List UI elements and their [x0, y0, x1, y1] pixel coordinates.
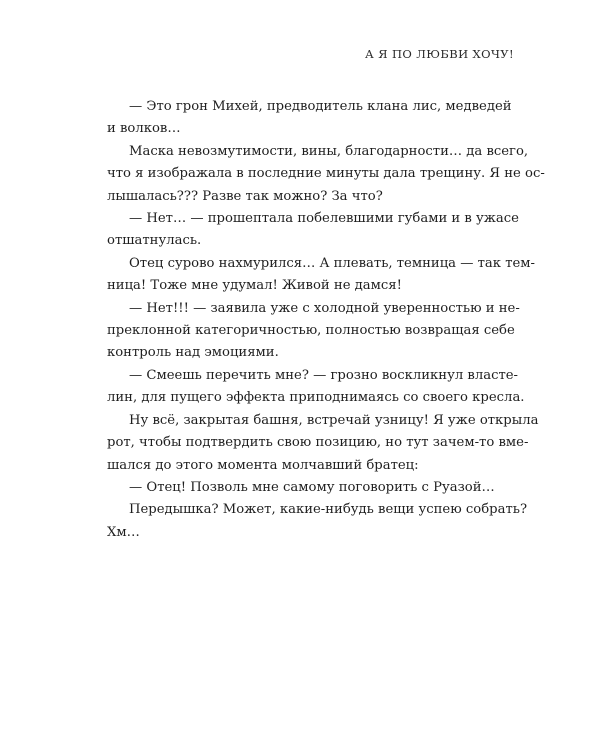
paragraph [107, 141, 545, 208]
text-line: и волков… [107, 121, 181, 137]
paragraph [107, 208, 519, 253]
text-line: — Нет… — прошептала побелевшими губами и в ужасе [129, 211, 519, 227]
paragraph [107, 410, 539, 477]
text-line: Маска невозмутимости, вины, благодарности… да всего, [129, 143, 529, 159]
text-line: преклонной категоричностью, полностью возвращая себе [107, 323, 515, 339]
text-line: Хм… [107, 524, 140, 540]
paragraph [107, 365, 525, 410]
text-line: контроль над эмоциями. [107, 345, 279, 361]
text-line: — Это грон Михей, предводитель клана лис, медведей [129, 99, 512, 114]
text-line: — Смеешь перечить мне? — грозно воскликнул власте- [129, 367, 519, 383]
text-line: Ну всё, закрытая башня, встречай узницу! Я уже открыла [129, 412, 539, 428]
text-line: Передышка? Может, какие-нибудь вещи успею собрать? [129, 502, 528, 518]
text-line: — Отец! Позволь мне самому поговорить с Руазой… [129, 479, 495, 495]
text-line: ница! Тоже мне удумал! Живой не дамся! [107, 278, 402, 294]
text-line: — Нет!!! — заявила уже с холодной уверенностью и не- [129, 300, 520, 316]
text-line: лин, для пущего эффекта приподнимаясь со своего кресла. [107, 390, 525, 406]
text-line: Отец сурово нахмурился… А плевать, темница — так тем- [129, 255, 536, 271]
paragraph [107, 253, 536, 298]
paragraph [107, 477, 495, 499]
text-line: шался до этого момента молчавший братец: [107, 457, 419, 473]
text-line: рот, чтобы подтвердить свою позицию, но тут зачем-то вме- [107, 435, 529, 451]
paragraph [107, 298, 520, 365]
text-line: отшатнулась. [107, 233, 202, 249]
text-line: что я изображала в последние минуты дала трещину. Я не ос- [107, 166, 545, 182]
paragraph [107, 499, 528, 544]
running-header: А Я ПО ЛЮБВИ ХОЧУ! [365, 47, 514, 61]
paragraph [107, 96, 512, 141]
body-text [107, 96, 545, 544]
text-line: лышалась??? Разве так можно? За что? [107, 188, 383, 204]
